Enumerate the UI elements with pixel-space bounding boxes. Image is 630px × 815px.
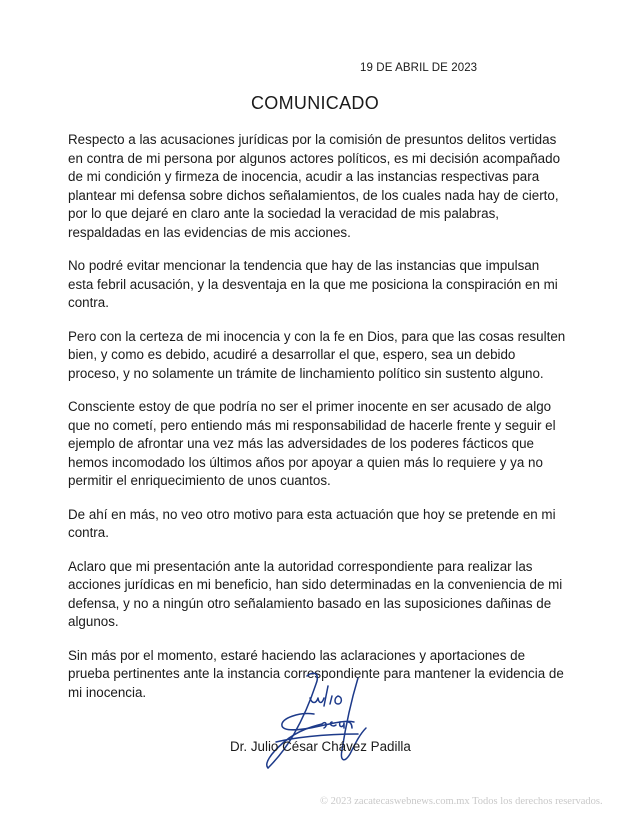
paragraph: Aclaro que mi presentación ante la autoridad correspondiente para realizar las acciones jurídicas en mi beneficio, han sido determinadas en la conveniencia de mi defensa, y no a ningún otro señalamiento basado en las suposiciones dañinas de algunos. xyxy=(68,558,563,629)
paragraph: Consciente estoy de que podría no ser el primer inocente en ser acusado de algo que no cometí, pero entiendo más mi responsabilidad de hacerle frente y seguir el ejemplo de afrontar una vez más las adversidades de los poderes fácticos que hemos incomodado los últimos años por apoyar a quien más lo requiere y ya no permitir el enriquecimiento de unos cuantos. xyxy=(68,399,556,488)
paragraph: No podré evitar mencionar la tendencia que hay de las instancias que impulsan esta febril acusación, y la desventaja en la que me posiciona la conspiración en mi contra. xyxy=(68,258,558,310)
document-title: COMUNICADO xyxy=(251,93,379,113)
paragraph: Respecto a las acusaciones jurídicas por la comisión de presuntos delitos vertidas en contra de mi persona por algunos actores políticos, es mi decisión acompañado de mi condición y firmeza de inocencia, acudir a las instancias respectivas para plantear mi defensa sobre dichos señalamientos, de los cuales nada hay de cierto, por lo que dejaré en claro ante la sociedad la veracidad de mis palabras, respaldadas en las evidencias de mis acciones. xyxy=(68,132,561,240)
handwritten-signature xyxy=(262,668,372,773)
signatory-name: Dr. Julio César Chávez Padilla xyxy=(230,739,411,754)
paragraph: De ahí en más, no veo otro motivo para esta actuación que hoy se pretende en mi contra. xyxy=(68,506,556,540)
paragraph: Pero con la certeza de mi inocencia y con la fe en Dios, para que las cosas resulten bien, y como es debido, acudiré a desarrollar el que, espero, sea un debido proceso, y no solamente un trámite de linchamiento político sin sustento alguno. xyxy=(68,328,566,381)
document-body xyxy=(68,131,568,717)
document-date: 19 DE ABRIL DE 2023 xyxy=(360,62,478,74)
copyright-watermark: © 2023 zacatecaswebnews.com.mx Todos los derechos reservados. xyxy=(320,796,603,807)
paragraph: Sin más por el momento, estaré haciendo las aclaraciones y aportaciones de prueba pertinentes ante la instancia correspondiente para mantener la evidencia de mi inocencia. xyxy=(68,647,564,700)
